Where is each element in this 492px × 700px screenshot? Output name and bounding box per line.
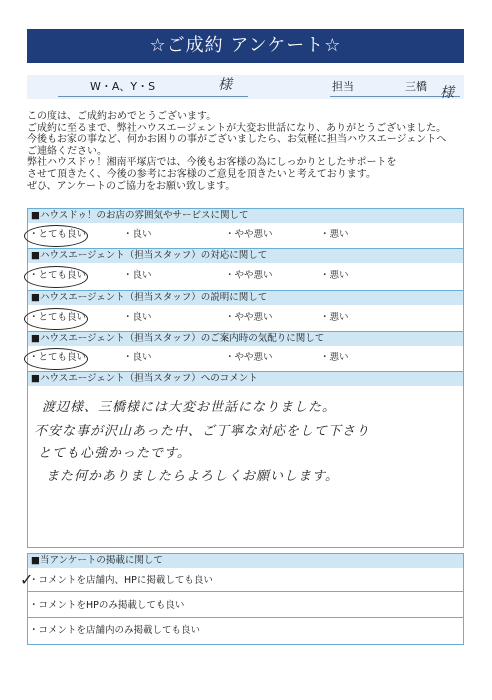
rating-option-bad[interactable]: ・悪い (320, 270, 349, 281)
question-header: ■ハウスエージェント（担当スタッフ）のご案内時の気配りに関して (28, 332, 463, 346)
intro-text (27, 111, 467, 192)
customer-honorific: 様 (218, 77, 232, 93)
question-header: ■ハウスドゥ！のお店の雰囲気やサービスに関して (28, 209, 463, 223)
intro-line: ご成約に至るまで、弊社ハウスエージェントが大変お世話になり、ありがとうございました。 (27, 122, 447, 134)
selection-circle (24, 266, 88, 288)
intro-line: 今後もお家の事など、何かお困りの事がございましたら、お気軽に担当ハウスエージェントへ (27, 134, 447, 146)
staff-honorific: 様 (440, 85, 454, 101)
comment-line: 不安な事が沢山あった中、ご丁寧な対応をして下さり (34, 424, 370, 439)
comment-line: とても心強かったです。 (38, 446, 191, 461)
selection-circle (24, 308, 88, 330)
rating-option-somewhat-bad[interactable]: ・やや悪い (225, 312, 273, 323)
rating-option-bad[interactable]: ・悪い (320, 312, 349, 323)
rating-option-somewhat-bad[interactable]: ・やや悪い (225, 229, 273, 240)
comment-header: ■ハウスエージェント（担当スタッフ）へのコメント (28, 372, 463, 386)
rating-option-somewhat-bad[interactable]: ・やや悪い (225, 352, 273, 363)
divider (28, 591, 463, 592)
selection-circle (24, 348, 88, 370)
publication-option-store-only[interactable]: ・コメントを店舗内のみ掲載しても良い (29, 625, 201, 636)
intro-line: ぜひ、アンケートのご協力をお願い致します。 (27, 180, 236, 192)
rating-option-good[interactable]: ・良い (123, 312, 152, 323)
customer-name: W・A、Y・S (90, 80, 156, 93)
intro-line: この度は、ご成約おめでとうございます。 (27, 111, 217, 122)
rating-option-bad[interactable]: ・悪い (320, 229, 349, 240)
question-header: ■ハウスエージェント（担当スタッフ）の説明に関して (28, 291, 463, 305)
intro-line: 弊社ハウスドゥ！湘南平塚店では、今後もお客様の為にしっかりとしたサポートを (27, 157, 397, 169)
rating-option-bad[interactable]: ・悪い (320, 352, 349, 363)
rating-option-somewhat-bad[interactable]: ・やや悪い (225, 270, 273, 281)
publication-option-web-only[interactable]: ・コメントをHPのみ掲載しても良い (29, 600, 185, 611)
intro-line: ご連絡ください。 (27, 145, 107, 157)
publication-header: ■当アンケートの掲載に関して (28, 554, 463, 568)
survey-title: ☆ご成約 アンケート☆ (27, 29, 464, 63)
checkmark-icon: ✓ (20, 570, 34, 589)
staff-name: 三橋 (405, 80, 427, 93)
customer-underline (58, 96, 248, 97)
rating-option-good[interactable]: ・良い (123, 229, 152, 240)
intro-line: させて頂きたく、今後の参考にお客様のご意見を頂きたいと考えております。 (27, 168, 376, 180)
comment-line: また何かありましたらよろしくお願いします。 (46, 469, 339, 484)
publication-option-store-and-web[interactable]: ・コメントを店舗内、HPに掲載しても良い (29, 575, 213, 586)
rating-option-very-good[interactable]: ・とても良い (29, 270, 87, 281)
comment-line: 渡辺様、三橋様には大変お世話になりました。 (42, 400, 337, 415)
staff-label: 担当 (332, 80, 354, 93)
rating-option-good[interactable]: ・良い (123, 352, 152, 363)
question-header: ■ハウスエージェント（担当スタッフ）の対応に関して (28, 249, 463, 263)
rating-option-good[interactable]: ・良い (123, 270, 152, 281)
rating-option-very-good[interactable]: ・とても良い (29, 229, 87, 240)
divider (28, 617, 463, 618)
rating-option-very-good[interactable]: ・とても良い (29, 312, 87, 323)
selection-circle (24, 225, 88, 247)
rating-option-very-good[interactable]: ・とても良い (29, 352, 87, 363)
